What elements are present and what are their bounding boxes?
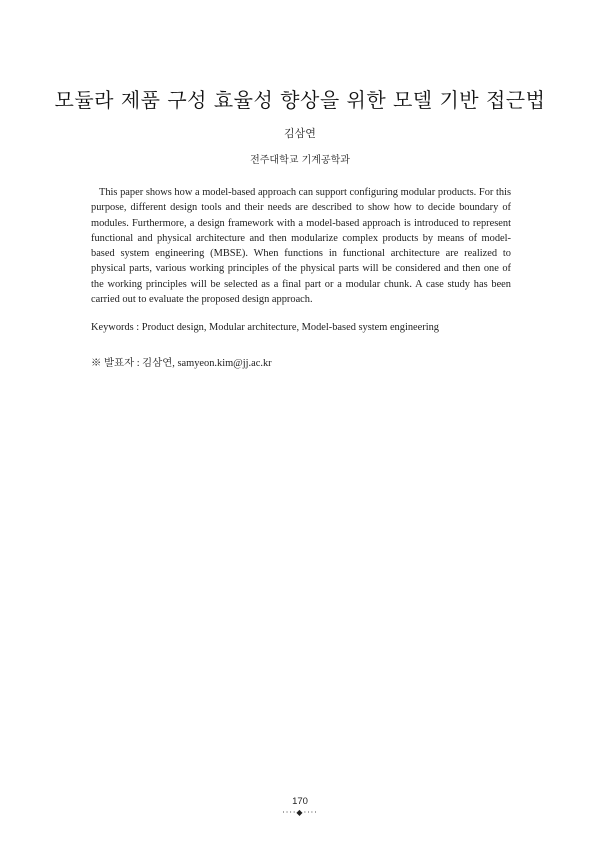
abstract: This paper shows how a model-based approach can support configuring modular products. For this purpose, different design tools and their needs are described to show how to decide boundary of modules. Furthermore, a design framework with a model-based approach is introduced to represent functional and physical architecture and then modularize complex products by means of model-based system engineering (MBSE). When functions in functional architecture are realized to physical parts, various working principles of the physical parts will be considered and then one of the working principles will be selected as a final part or a modular chunk. A case study has been carried out to evaluate the proposed design approach. bbox=[91, 187, 511, 306]
page-number: 170 bbox=[292, 796, 308, 807]
author-name: 김삼연 bbox=[284, 127, 316, 140]
footer-ornament: ····◆···· bbox=[282, 808, 318, 817]
paper-title: 모듈라 제품 구성 효율성 향상을 위한 모델 기반 접근법 bbox=[54, 88, 546, 112]
author-affiliation: 전주대학교 기계공학과 bbox=[250, 155, 350, 166]
keywords: Keywords : Product design, Modular architecture, Model-based system engineering bbox=[91, 322, 439, 333]
presenter-note: ※ 발표자 : 김삼연, samyeon.kim@jj.ac.kr bbox=[91, 358, 272, 369]
